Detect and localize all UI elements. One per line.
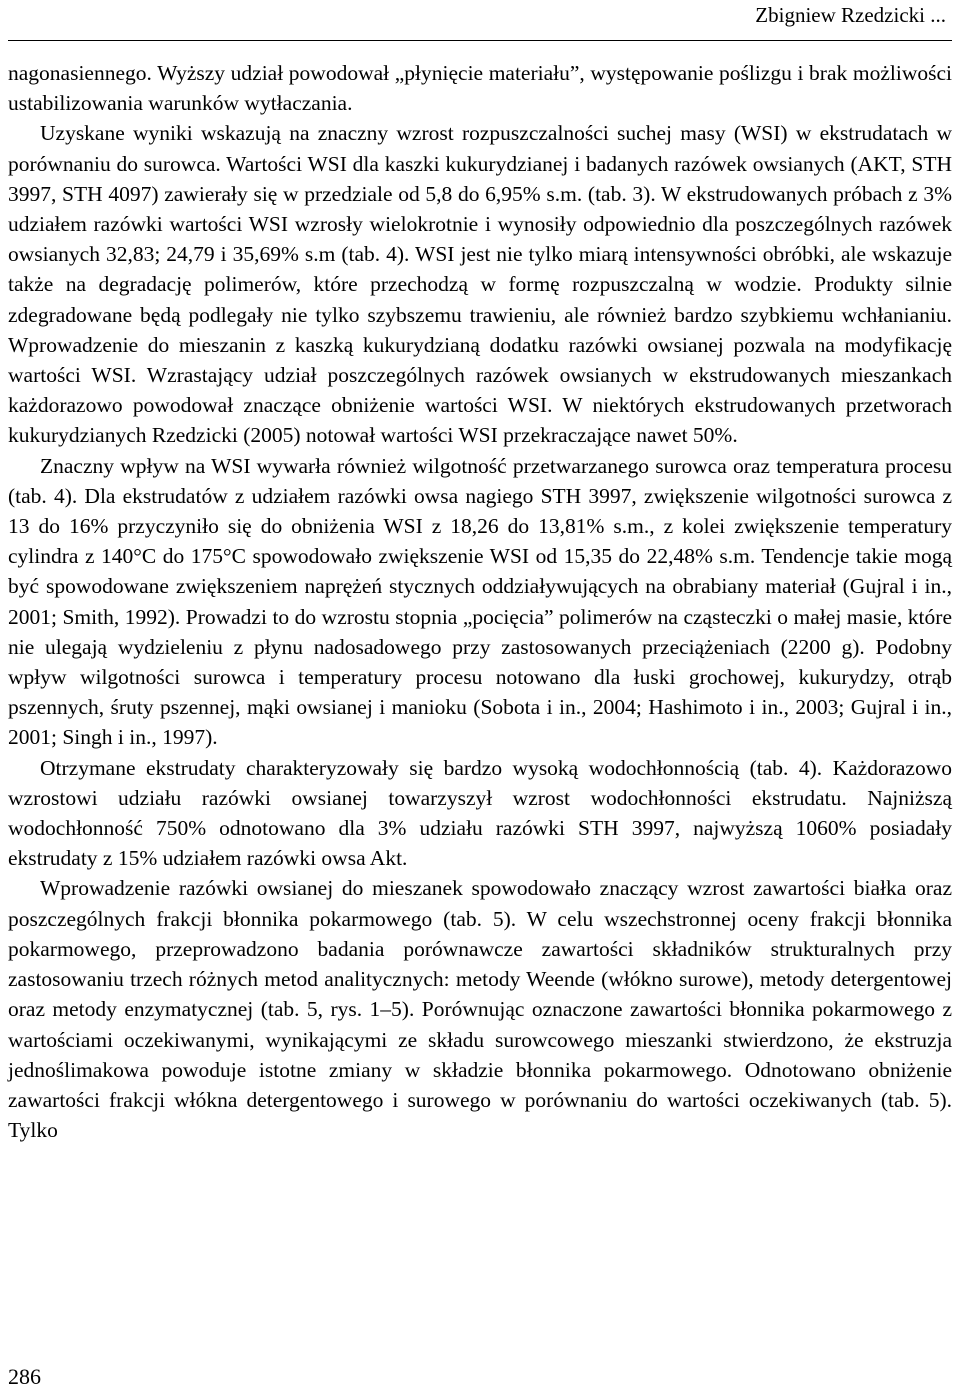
running-title: Zbigniew Rzedzicki ...	[755, 3, 946, 27]
running-header	[8, 0, 952, 41]
body-text	[8, 58, 952, 1145]
page-number: 286	[8, 1364, 41, 1389]
paragraph: Uzyskane wyniki wskazują na znaczny wzrost rozpuszczalności suchej masy (WSI) w ekstrudatach w porównaniu do surowca. Wartości WSI dla kaszki kukurydzianej i badanych razówek owsianych (AKT, STH 3997, STH 4097) zawierały się w przedziale od 5,8 do 6,95% s.m. (tab. 3). W ekstrudowanych próbach z 3% udziałem razówki wartości WSI wzrosły wielokrotnie i wynosiły odpowiednio dla poszczególnych razówek owsianych 32,83; 24,79 i 35,69% s.m (tab. 4). WSI jest nie tylko miarą intensywności obróbki, ale wskazuje także na degradację polimerów, które przechodzą w formę rozpuszczalną w wodzie. Produkty silnie zdegradowane będą podlegały nie tylko szybszemu trawieniu, ale również bardzo szybkiemu wchłanianiu. Wprowadzenie do mieszanin z kaszką kukurydzianą dodatku razówki owsianej pozwala na modyfikację wartości WSI. Wzrastający udział poszczególnych razówek owsianych w ekstrudowanych mieszankach każdorazowo powodował znaczące obniżenie wartości WSI. W niektórych ekstrudowanych przetworach kukurydzianych Rzedzicki (2005) notował wartości WSI przekraczające nawet 50%.	[8, 121, 952, 448]
paragraph: Otrzymane ekstrudaty charakteryzowały się bardzo wysoką wodochłonnością (tab. 4). Każdorazowo wzrostowi udziału razówki owsianej towarzyszył wzrost wodochłonności ekstrudatu. Najniższą wodochłonność 750% odnotowano dla 3% udziału razówki STH 3997, najwyższą 1060% posiadały ekstrudaty z 15% udziałem razówki owsa Akt.	[8, 755, 952, 871]
paragraph: Wprowadzenie razówki owsianej do mieszanek spowodowało znaczący wzrost zawartości białka oraz poszczególnych frakcji błonnika pokarmowego (tab. 5). W celu wszechstronnej oceny frakcji błonnika pokarmowego, przeprowadzono badania porównawcze zawartości składników strukturalnych przy zastosowaniu trzech różnych metod analitycznych: metody Weende (włókno surowe), metody detergentowej oraz metody enzymatycznej (tab. 5, rys. 1–5). Porównując oznaczone zawartości błonnika pokarmowego z wartościami oczekiwanymi, wynikającymi ze składu surowcowego mieszanki stwierdzono, że ekstruzja jednoślimakowa powoduje istotne zmiany w składzie błonnika pokarmowego. Odnotowano obniżenie zawartości frakcji włókna detergentowego i surowego w porównaniu do wartości oczekiwanych (tab. 5). Tylko	[8, 876, 952, 1143]
paragraph: nagonasiennego. Wyższy udział powodował „płynięcie materiału”, występowanie poślizgu i brak możliwości ustabilizowania warunków wytłaczania.	[8, 61, 952, 116]
paragraph: Znaczny wpływ na WSI wywarła również wilgotność przetwarzanego surowca oraz temperatura procesu (tab. 4). Dla ekstrudatów z udziałem razówki owsa nagiego STH 3997, zwiększenie wilgotności surowca z 13 do 16% przyczyniło się do obniżenia WSI z 18,26 do 13,81% s.m., z kolei zwiększenie temperatury cylindra z 140°C do 175°C spowodowało zwiększenie WSI od 15,35 do 22,48% s.m. Tendencje takie mogą być spowodowane zwiększeniem naprężeń stycznych oddziaływujących na obrabiany materiał (Gujral i in., 2001; Smith, 1992). Prowadzi to do wzrostu stopnia „pocięcia” polimerów na cząsteczki o małej masie, które nie ulegają wydzieleniu z płynu nadosadowego przy zastosowanych przeciążeniach (2200 g). Podobny wpływ wilgotności surowca i temperatury procesu notowano dla łuski grochowej, kukurydzy, otrąb pszennych, śruty pszennej, mąki owsianej i manioku (Sobota i in., 2004; Hashimoto i in., 2003; Gujral i in., 2001; Singh i in., 1997).	[8, 453, 952, 750]
